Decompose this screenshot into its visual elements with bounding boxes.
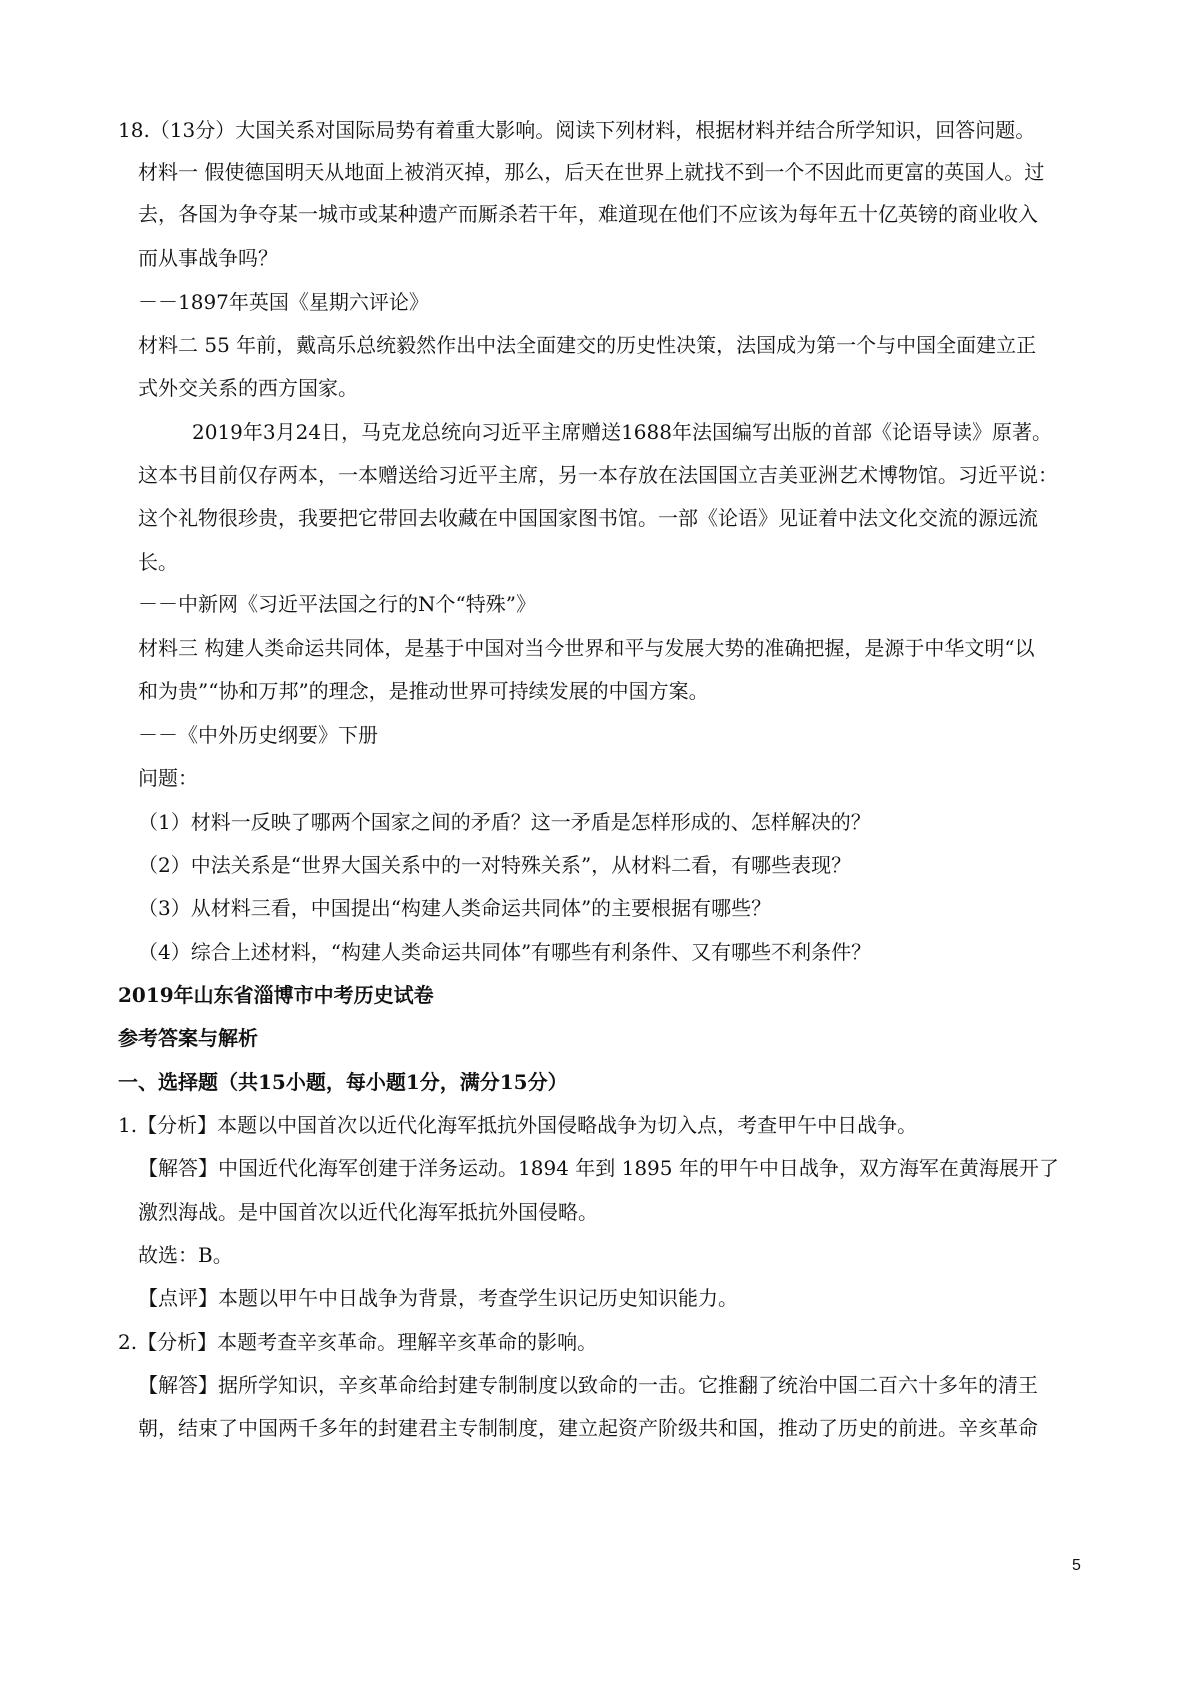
material-3-line-2: 和为贵”“协和万邦”的理念，是推动世界可持续发展的中国方案。 [138,679,709,703]
material-1-line-3: 而从事战争吗？ [138,246,278,270]
answer-1-analysis: 1.【分析】本题以中国首次以近代化海军抵抗外国侵略战争为切入点，考查甲午中日战争。 [118,1113,918,1137]
answer-2-line-1: 【解答】据所学知识，辛亥革命给封建专制制度以致命的一击。它推翻了统治中国二百六十多年的清王 [138,1373,1038,1397]
material-3-line-1: 材料三 构建人类命运共同体，是基于中国对当今世界和平与发展大势的准确把握，是源于中华文明“以 [138,636,1035,660]
answer-1-comment: 【点评】本题以甲午中日战争为背景，考查学生识记历史知识能力。 [138,1286,738,1310]
page-number: 5 [1072,1557,1081,1574]
question-2: （2）中法关系是“世界大国关系中的一对特殊关系”，从材料二看，有哪些表现？ [138,853,852,877]
section-heading: 一、选择题（共15小题，每小题1分，满分15分） [118,1070,568,1094]
answers-heading: 参考答案与解析 [118,1026,258,1050]
material-1-line-1: 材料一 假使德国明天从地面上被消灭掉，那么，后天在世界上就找不到一个不因此而更富的英国人。过 [138,160,1045,184]
answer-1-line-2: 激烈海战。是中国首次以近代化海军抵抗外国侵略。 [138,1200,598,1224]
material-2-line-5: 这个礼物很珍贵，我要把它带回去收藏在中国国家图书馆。一部《论语》见证着中法文化交流的源远流 [138,506,1038,530]
answer-2-analysis: 2.【分析】本题考查辛亥革命。理解辛亥革命的影响。 [118,1330,598,1354]
question-1: （1）材料一反映了哪两个国家之间的矛盾？这一矛盾是怎样形成的、怎样解决的？ [138,810,871,834]
material-1-source: －－1897年英国《星期六评论》 [138,290,429,314]
material-2-line-1: 材料二 55 年前，戴高乐总统毅然作出中法全面建交的历史性决策，法国成为第一个与中国全面建立正 [138,333,1037,357]
answer-1-line-1: 【解答】中国近代化海军创建于洋务运动。1894 年到 1895 年的甲午中日战争，双方海军在黄海展开了 [138,1156,1059,1180]
material-2-line-4: 这本书目前仅存两本，一本赠送给习近平主席，另一本存放在法国国立吉美亚洲艺术博物馆。习近平说： [138,463,1058,487]
answer-2-line-2: 朝，结束了中国两千多年的封建君主专制制度，建立起资产阶级共和国，推动了历史的前进。辛亥革命 [138,1416,1038,1440]
material-2-source: －－中新网《习近平法国之行的N个“特殊”》 [138,592,536,616]
questions-label: 问题： [138,766,198,790]
material-2-line-6: 长。 [138,550,178,574]
question-4: （4）综合上述材料，“构建人类命运共同体”有哪些有利条件、又有哪些不利条件？ [138,940,872,964]
question-18-title: 18.（13分）大国关系对国际局势有着重大影响。阅读下列材料，根据材料并结合所学知识，回答问题。 [118,118,1036,142]
exam-title: 2019年山东省淄博市中考历史试卷 [118,983,434,1007]
material-3-source: －－《中外历史纲要》下册 [138,723,378,747]
material-2-line-2: 式外交关系的西方国家。 [138,376,358,400]
answer-1-choice: 故选：B。 [138,1243,233,1267]
material-1-line-2: 去，各国为争夺某一城市或某种遗产而厮杀若干年，难道现在他们不应该为每年五十亿英镑的商业收入 [138,202,1038,226]
material-2-line-3: 2019年3月24日，马克龙总统向习近平主席赠送1688年法国编写出版的首部《论语导读》原著。 [192,420,1052,444]
question-3: （3）从材料三看，中国提出“构建人类命运共同体”的主要根据有哪些？ [138,896,772,920]
